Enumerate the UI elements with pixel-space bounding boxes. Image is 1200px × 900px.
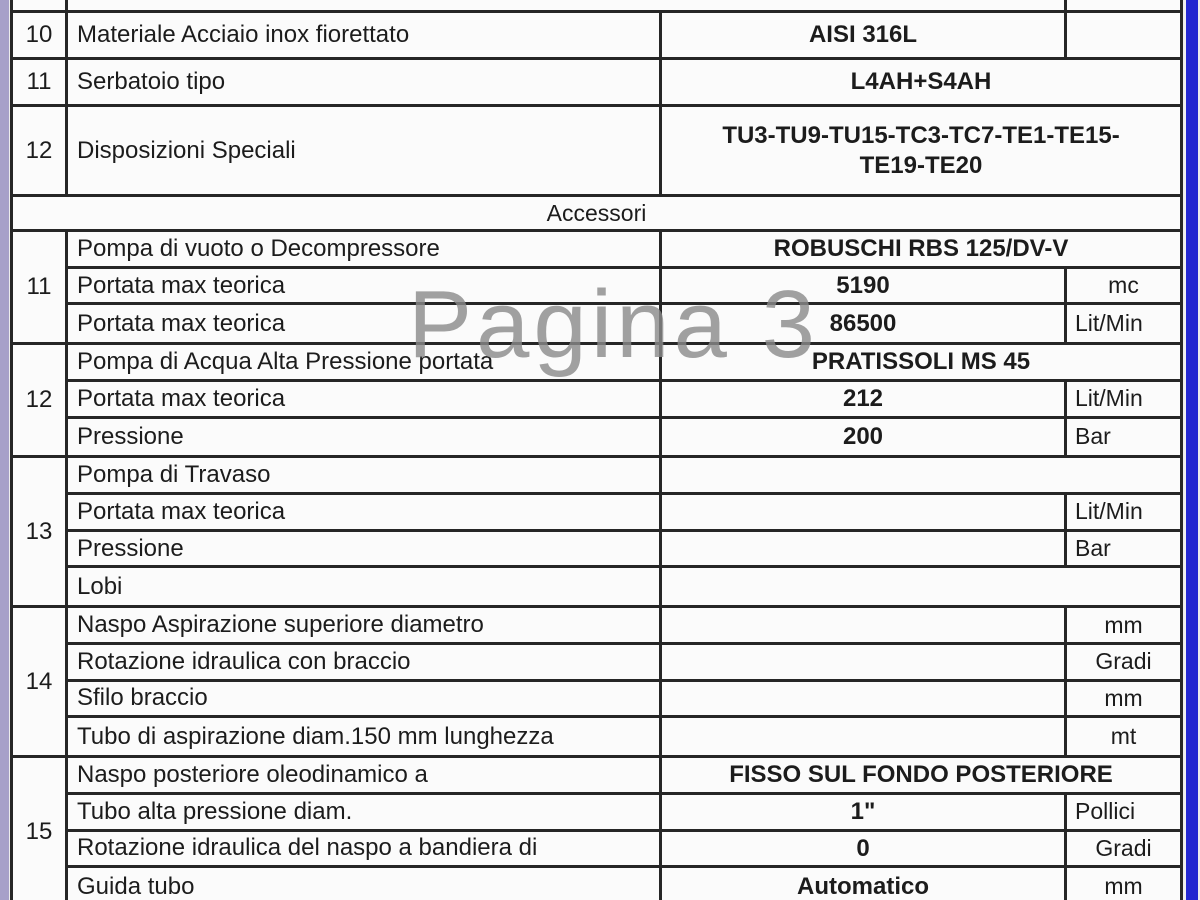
unit-cell: Bar [1075,535,1111,562]
table-row [68,345,1180,382]
table-row [68,382,1180,419]
spec-group [13,345,1180,458]
spec-label-cell: Naspo posteriore oleodinamico a [68,758,662,792]
spec-table [10,0,1183,900]
spec-value-cell: 1" [662,795,1067,829]
unit-cell: Bar [1075,423,1111,450]
unit-cell: mm [1104,873,1143,900]
table-row [68,419,1180,456]
unit-cell: Lit/Min [1075,498,1143,525]
spec-group [13,758,1180,900]
table-row [68,532,1180,569]
spec-group [13,60,1180,107]
group-rows [68,107,1180,194]
table-row [68,305,1180,342]
unit-cell: Lit/Min [1075,310,1143,337]
spec-value-cell: 212 [662,382,1067,416]
spec-group [13,13,1180,60]
spec-label-cell: Portata max teorica [68,382,662,416]
unit-cell: Gradi [1095,648,1152,675]
spec-value-cell [662,568,1180,605]
spec-label-cell: Portata max teorica [68,495,662,529]
spec-group [13,107,1180,197]
spec-label-cell: Rotazione idraulica con braccio [68,645,662,679]
accessories-section-rows [13,232,1180,900]
unit-cell: mt [1110,723,1137,750]
group-rows [68,608,1180,755]
spec-label-cell: Portata max teorica [68,305,662,342]
table-row [68,718,1180,755]
spec-value-cell [662,682,1067,716]
spec-group [13,608,1180,758]
unit-cell [1067,13,1180,57]
spec-label-cell: Serbatoio tipo [68,60,662,104]
spec-value-cell: L4AH+S4AH [850,68,992,96]
table-row [68,868,1180,900]
spec-value-cell [662,107,1180,194]
table-row [68,232,1180,269]
spec-label-cell: Materiale Acciaio inox fiorettato [68,13,662,57]
spec-label-cell: Pressione [68,419,662,456]
table-row [68,568,1180,605]
spec-group [13,232,1180,345]
table-row [68,458,1180,495]
spec-value-cell: Automatico [662,868,1067,900]
group-number-cell: 11 [13,60,68,104]
spec-value-cell [662,495,1067,529]
page-left-margin-band [0,0,9,900]
spec-value-cell: 0 [662,832,1067,866]
group-number-cell [13,0,68,10]
table-row [68,495,1180,532]
spec-value-cell: AISI 316L [662,13,1067,57]
group-rows [68,345,1180,455]
table-row [68,0,1180,10]
spec-value-cell: 200 [662,419,1067,456]
table-row [68,608,1180,645]
group-rows [68,458,1180,605]
spec-value-line: TE19-TE20 [859,151,983,179]
spec-label-cell: Portata max teorica [68,269,662,303]
spec-value-cell: ROBUSCHI RBS 125/DV-V [773,235,1069,263]
unit-cell [1067,0,1180,10]
section-header-label: Accessori [546,199,647,226]
group-number-cell: 12 [13,107,68,194]
page-right-edge-line [1186,0,1198,900]
top-section-rows [13,13,1180,197]
unit-cell: Pollici [1075,798,1136,825]
table-row [68,795,1180,832]
table-row [68,13,1180,57]
spec-label-cell [68,0,1067,10]
section-header-accessori [13,197,1180,232]
table-row [68,645,1180,682]
spec-value-line: TU3-TU9-TU15-TC3-TC7-TE1-TE15- [722,122,1120,150]
spec-label-cell: Pompa di vuoto o Decompressore [68,232,662,266]
spec-value-cell [662,645,1067,679]
spec-group [13,458,1180,608]
table-row [68,832,1180,869]
unit-cell: Gradi [1095,834,1152,861]
spec-label-cell: Rotazione idraulica del naspo a bandiera di [68,832,662,866]
unit-cell: mm [1104,684,1143,711]
table-row [68,60,1180,104]
group-number-cell: 12 [13,345,68,455]
table-row [68,269,1180,306]
spec-label-cell: Guida tubo [68,868,662,900]
spec-label-cell: Pompa di Travaso [68,458,662,492]
spec-value-cell: 5190 [662,269,1067,303]
spec-label-cell: Tubo alta pressione diam. [68,795,662,829]
unit-cell: mm [1104,611,1143,638]
group-number-cell: 10 [13,13,68,57]
unit-cell: mc [1108,272,1139,299]
spec-label-cell: Naspo Aspirazione superiore diametro [68,608,662,642]
spec-label-cell: Pompa di Acqua Alta Pressione portata [68,345,662,379]
group-rows [68,758,1180,900]
group-rows [68,13,1180,57]
spec-label-cell: Pressione [68,532,662,566]
spec-value-cell: 86500 [662,305,1067,342]
group-number-cell: 14 [13,608,68,755]
table-row [68,758,1180,795]
spec-value-cell: FISSO SUL FONDO POSTERIORE [729,761,1113,789]
unit-cell: Lit/Min [1075,385,1143,412]
group-number-cell: 11 [13,232,68,342]
page-watermark: Pagina 3 [408,271,819,378]
group-number-cell: 13 [13,458,68,605]
spec-label-cell: Tubo di aspirazione diam.150 mm lunghezza [68,718,662,755]
spec-value-cell [662,718,1067,755]
spec-value-cell [662,608,1067,642]
spec-label-cell: Disposizioni Speciali [68,107,662,194]
group-number-cell: 15 [13,758,68,900]
group-rows [68,60,1180,104]
spec-label-cell: Sfilo braccio [68,682,662,716]
spec-value-cell: PRATISSOLI MS 45 [811,348,1031,376]
table-row [68,107,1180,194]
spec-value-cell [662,458,1180,492]
table-row [68,682,1180,719]
spec-label-cell: Lobi [68,568,662,605]
spec-value-cell [662,532,1067,566]
partial-row-top [13,0,1180,13]
group-rows [68,232,1180,342]
